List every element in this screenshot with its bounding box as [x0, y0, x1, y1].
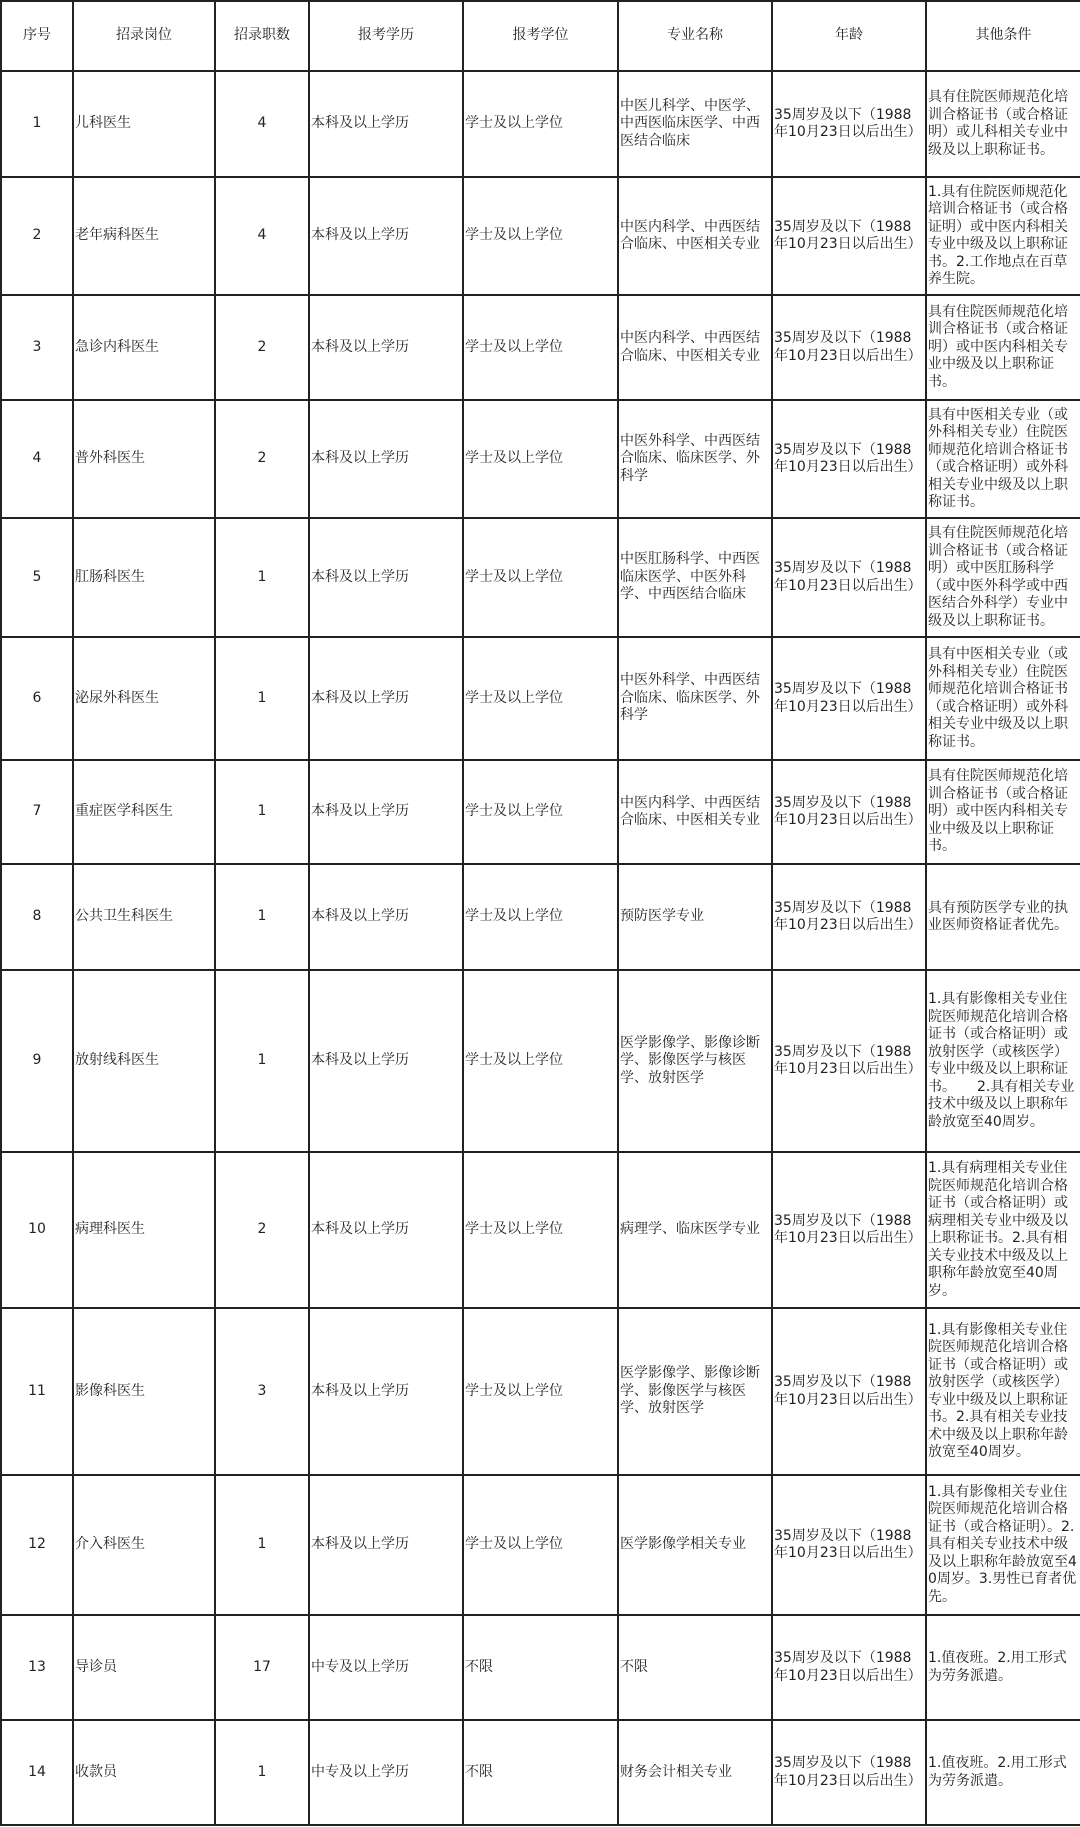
cell-other-conditions: 具有住院医师规范化培训合格证书（或合格证明）或中医肛肠科学（或中医外科学或中西医结合外科学）专业中级及以上职称证书。	[926, 518, 1080, 637]
cell-index: 4	[1, 400, 73, 518]
cell-index: 2	[1, 177, 73, 295]
cell-age: 35周岁及以下（1988年10月23日以后出生）	[772, 177, 926, 295]
cell-education: 本科及以上学历	[309, 400, 463, 518]
table-row	[1, 295, 1080, 400]
cell-education: 中专及以上学历	[309, 1720, 463, 1825]
cell-age: 35周岁及以下（1988年10月23日以后出生）	[772, 71, 926, 177]
table-row	[1, 760, 1080, 864]
cell-degree: 学士及以上学位	[463, 295, 618, 400]
cell-major: 中医内科学、中西医结合临床、中医相关专业	[618, 295, 772, 400]
cell-major: 医学影像学相关专业	[618, 1475, 772, 1615]
cell-index: 1	[1, 71, 73, 177]
cell-education: 本科及以上学历	[309, 1475, 463, 1615]
cell-other-conditions: 具有住院医师规范化培训合格证书（或合格证明）或中医内科相关专业中级及以上职称证书。	[926, 760, 1080, 864]
cell-count: 17	[215, 1615, 309, 1720]
cell-degree: 学士及以上学位	[463, 400, 618, 518]
cell-other-conditions: 具有住院医师规范化培训合格证书（或合格证明）或中医内科相关专业中级及以上职称证书。	[926, 295, 1080, 400]
cell-other-conditions: 具有中医相关专业（或外科相关专业）住院医师规范化培训合格证书（或合格证明）或外科相关专业中级及以上职称证书。	[926, 400, 1080, 518]
cell-position: 急诊内科医生	[73, 295, 215, 400]
cell-education: 本科及以上学历	[309, 970, 463, 1152]
cell-major: 预防医学专业	[618, 864, 772, 970]
cell-degree: 学士及以上学位	[463, 637, 618, 760]
cell-age: 35周岁及以下（1988年10月23日以后出生）	[772, 1615, 926, 1720]
table-row	[1, 1475, 1080, 1615]
cell-position: 普外科医生	[73, 400, 215, 518]
cell-position: 介入科医生	[73, 1475, 215, 1615]
cell-education: 本科及以上学历	[309, 177, 463, 295]
table-row	[1, 1615, 1080, 1720]
cell-count: 1	[215, 760, 309, 864]
cell-count: 1	[215, 970, 309, 1152]
cell-major: 医学影像学、影像诊断学、影像医学与核医学、放射医学	[618, 1308, 772, 1475]
cell-age: 35周岁及以下（1988年10月23日以后出生）	[772, 400, 926, 518]
header-major: 专业名称	[618, 1, 772, 71]
cell-count: 1	[215, 864, 309, 970]
header-age: 年龄	[772, 1, 926, 71]
cell-count: 1	[215, 518, 309, 637]
cell-other-conditions: 1.具有住院医师规范化培训合格证书（或合格证明）或中医内科相关专业中级及以上职称证书。2.工作地点在百草养生院。	[926, 177, 1080, 295]
cell-index: 6	[1, 637, 73, 760]
cell-age: 35周岁及以下（1988年10月23日以后出生）	[772, 637, 926, 760]
cell-major: 中医儿科学、中医学、中西医临床医学、中西医结合临床	[618, 71, 772, 177]
cell-education: 本科及以上学历	[309, 1308, 463, 1475]
cell-major: 不限	[618, 1615, 772, 1720]
cell-education: 本科及以上学历	[309, 1152, 463, 1308]
header-count: 招录职数	[215, 1, 309, 71]
cell-index: 14	[1, 1720, 73, 1825]
cell-education: 本科及以上学历	[309, 760, 463, 864]
cell-other-conditions: 1.具有病理相关专业住院医师规范化培训合格证书（或合格证明）或病理相关专业中级及以上职称证书。2.具有相关专业技术中级及以上职称年龄放宽至40周岁。	[926, 1152, 1080, 1308]
cell-count: 4	[215, 177, 309, 295]
cell-other-conditions: 1.具有影像相关专业住院医师规范化培训合格证书（或合格证明）或放射医学（或核医学）专业中级及以上职称证书。 2.具有相关专业技术中级及以上职称年龄放宽至40周岁。	[926, 970, 1080, 1152]
cell-age: 35周岁及以下（1988年10月23日以后出生）	[772, 1152, 926, 1308]
table-row	[1, 518, 1080, 637]
cell-index: 11	[1, 1308, 73, 1475]
cell-index: 9	[1, 970, 73, 1152]
cell-degree: 学士及以上学位	[463, 71, 618, 177]
cell-age: 35周岁及以下（1988年10月23日以后出生）	[772, 518, 926, 637]
cell-count: 3	[215, 1308, 309, 1475]
table-row	[1, 637, 1080, 760]
table-row	[1, 71, 1080, 177]
table-row	[1, 177, 1080, 295]
cell-age: 35周岁及以下（1988年10月23日以后出生）	[772, 760, 926, 864]
header-index: 序号	[1, 1, 73, 71]
cell-degree: 不限	[463, 1720, 618, 1825]
cell-position: 病理科医生	[73, 1152, 215, 1308]
cell-count: 2	[215, 295, 309, 400]
cell-index: 8	[1, 864, 73, 970]
cell-age: 35周岁及以下（1988年10月23日以后出生）	[772, 1308, 926, 1475]
cell-position: 导诊员	[73, 1615, 215, 1720]
cell-degree: 学士及以上学位	[463, 1152, 618, 1308]
cell-other-conditions: 1.值夜班。2.用工形式为劳务派遣。	[926, 1615, 1080, 1720]
cell-count: 2	[215, 400, 309, 518]
cell-education: 本科及以上学历	[309, 518, 463, 637]
cell-degree: 不限	[463, 1615, 618, 1720]
cell-other-conditions: 1.具有影像相关专业住院医师规范化培训合格证书（或合格证明）。2.具有相关专业技术中级及以上职称年龄放宽至40周岁。3.男性已育者优先。	[926, 1475, 1080, 1615]
header-education: 报考学历	[309, 1, 463, 71]
cell-position: 重症医学科医生	[73, 760, 215, 864]
cell-education: 本科及以上学历	[309, 71, 463, 177]
cell-education: 中专及以上学历	[309, 1615, 463, 1720]
cell-age: 35周岁及以下（1988年10月23日以后出生）	[772, 1475, 926, 1615]
cell-major: 中医内科学、中西医结合临床、中医相关专业	[618, 760, 772, 864]
cell-position: 肛肠科医生	[73, 518, 215, 637]
cell-count: 2	[215, 1152, 309, 1308]
header-row	[1, 1, 1080, 71]
table-row	[1, 1152, 1080, 1308]
cell-position: 公共卫生科医生	[73, 864, 215, 970]
cell-position: 老年病科医生	[73, 177, 215, 295]
cell-other-conditions: 具有预防医学专业的执业医师资格证者优先。	[926, 864, 1080, 970]
cell-education: 本科及以上学历	[309, 295, 463, 400]
table-row	[1, 970, 1080, 1152]
cell-index: 3	[1, 295, 73, 400]
cell-degree: 学士及以上学位	[463, 864, 618, 970]
cell-major: 病理学、临床医学专业	[618, 1152, 772, 1308]
cell-age: 35周岁及以下（1988年10月23日以后出生）	[772, 1720, 926, 1825]
header-other-conditions: 其他条件	[926, 1, 1080, 71]
cell-education: 本科及以上学历	[309, 864, 463, 970]
cell-degree: 学士及以上学位	[463, 1308, 618, 1475]
table-row	[1, 1720, 1080, 1825]
cell-index: 12	[1, 1475, 73, 1615]
cell-major: 中医外科学、中西医结合临床、临床医学、外科学	[618, 637, 772, 760]
table-row	[1, 400, 1080, 518]
cell-index: 13	[1, 1615, 73, 1720]
cell-position: 影像科医生	[73, 1308, 215, 1475]
cell-degree: 学士及以上学位	[463, 177, 618, 295]
cell-age: 35周岁及以下（1988年10月23日以后出生）	[772, 864, 926, 970]
cell-position: 泌尿外科医生	[73, 637, 215, 760]
cell-degree: 学士及以上学位	[463, 1475, 618, 1615]
cell-major: 财务会计相关专业	[618, 1720, 772, 1825]
cell-other-conditions: 具有住院医师规范化培训合格证书（或合格证明）或儿科相关专业中级及以上职称证书。	[926, 71, 1080, 177]
cell-age: 35周岁及以下（1988年10月23日以后出生）	[772, 295, 926, 400]
cell-count: 4	[215, 71, 309, 177]
cell-count: 1	[215, 1720, 309, 1825]
header-position: 招录岗位	[73, 1, 215, 71]
cell-degree: 学士及以上学位	[463, 760, 618, 864]
table-row	[1, 1308, 1080, 1475]
cell-major: 中医外科学、中西医结合临床、临床医学、外科学	[618, 400, 772, 518]
cell-education: 本科及以上学历	[309, 637, 463, 760]
table-row	[1, 864, 1080, 970]
cell-degree: 学士及以上学位	[463, 970, 618, 1152]
cell-index: 5	[1, 518, 73, 637]
cell-major: 中医肛肠科学、中西医临床医学、中医外科学、中西医结合临床	[618, 518, 772, 637]
cell-age: 35周岁及以下（1988年10月23日以后出生）	[772, 970, 926, 1152]
header-degree: 报考学位	[463, 1, 618, 71]
cell-count: 1	[215, 637, 309, 760]
cell-index: 7	[1, 760, 73, 864]
cell-major: 医学影像学、影像诊断学、影像医学与核医学、放射医学	[618, 970, 772, 1152]
cell-degree: 学士及以上学位	[463, 518, 618, 637]
cell-count: 1	[215, 1475, 309, 1615]
cell-position: 放射线科医生	[73, 970, 215, 1152]
cell-index: 10	[1, 1152, 73, 1308]
cell-other-conditions: 1.值夜班。2.用工形式为劳务派遣。	[926, 1720, 1080, 1825]
cell-position: 儿科医生	[73, 71, 215, 177]
cell-other-conditions: 具有中医相关专业（或外科相关专业）住院医师规范化培训合格证书（或合格证明）或外科相关专业中级及以上职称证书。	[926, 637, 1080, 760]
cell-position: 收款员	[73, 1720, 215, 1825]
cell-other-conditions: 1.具有影像相关专业住院医师规范化培训合格证书（或合格证明）或放射医学（或核医学）专业中级及以上职称证书。2.具有相关专业技术中级及以上职称年龄放宽至40周岁。	[926, 1308, 1080, 1475]
cell-major: 中医内科学、中西医结合临床、中医相关专业	[618, 177, 772, 295]
